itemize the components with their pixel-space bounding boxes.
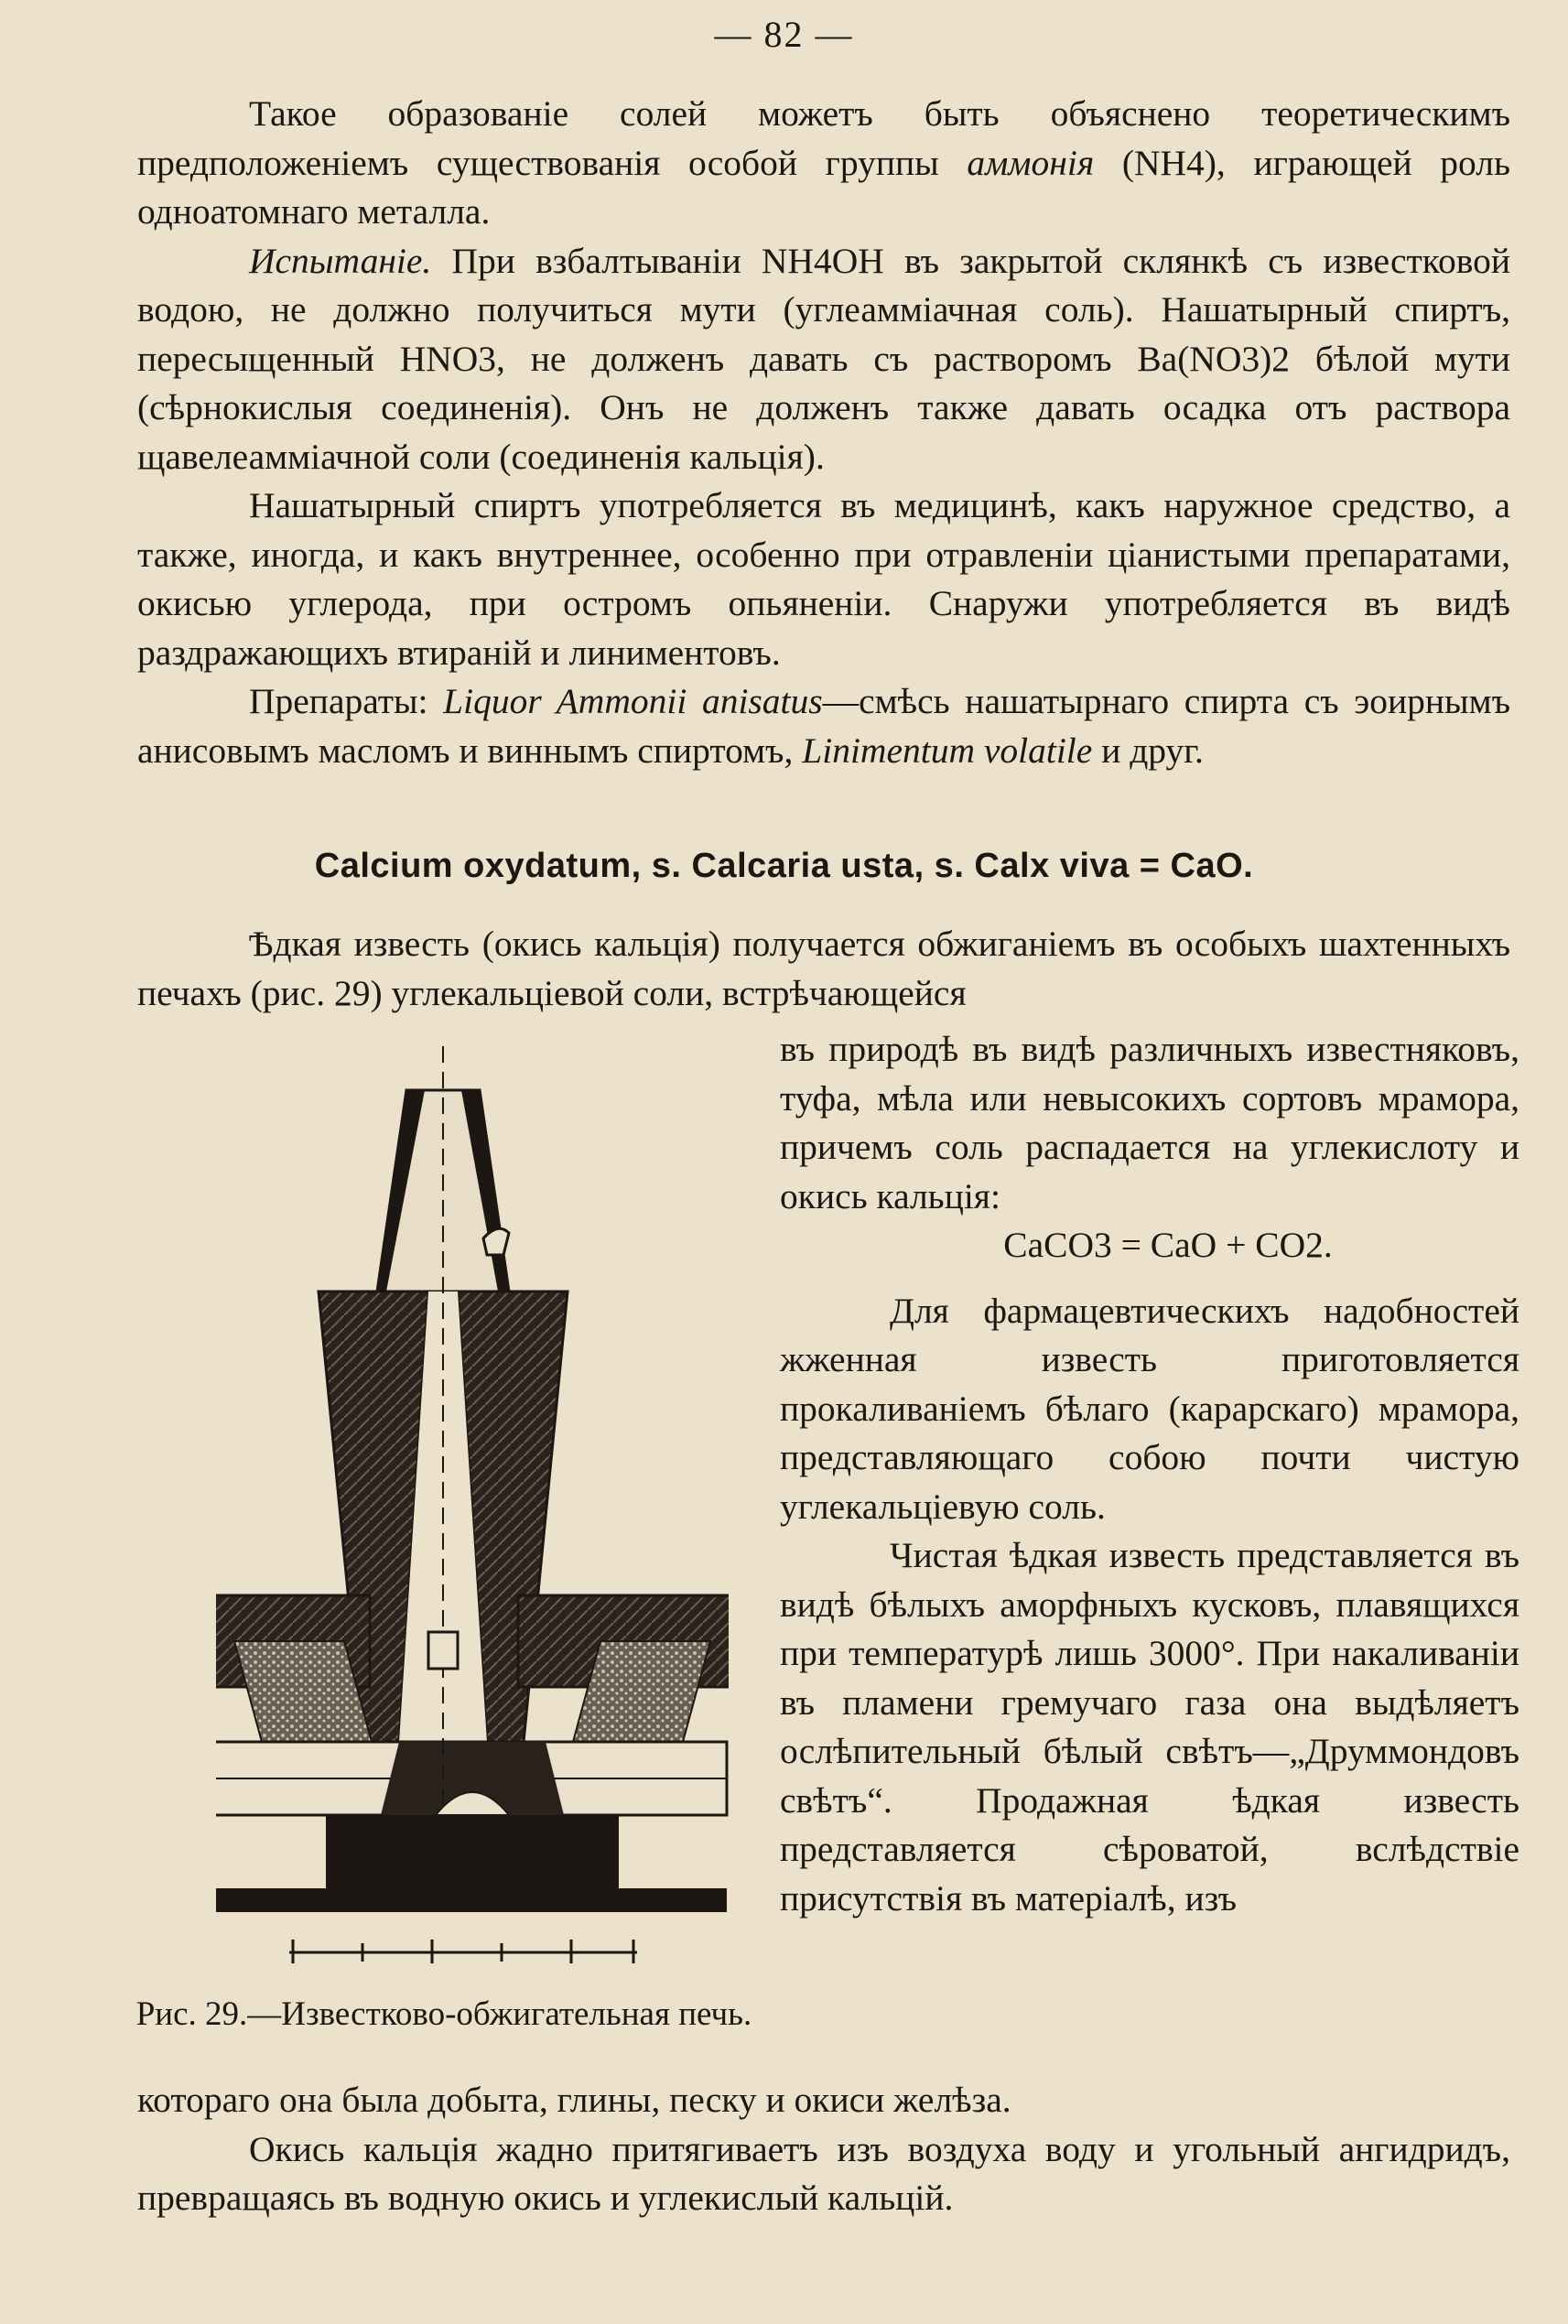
paragraph-pharma: Для фармацевтическихъ надобностей жженная известь приготовляется прокаливаніемъ бѣлаго (карарскаго) мрамора, представляющаго собою почти чистую углекальціевую соль.	[780, 1290, 1519, 1527]
paragraph-ammonium: Такое образованіе солей можетъ быть объяснено теоретическимъ предположеніемъ существованія особой группы аммонія (NH4), играющей роль одноатомнаго металла.	[137, 93, 1511, 232]
kiln-illustration	[216, 1046, 729, 1989]
paragraph-preparations: Препараты: Liquor Ammonii anisatus—смѣсь нашатырнаго спирта съ эоирнымъ анисовымъ масломъ и виннымъ спиртомъ, Linimentum volatile и друг.	[137, 681, 1510, 771]
intro-block	[137, 90, 1510, 775]
page-number: — 82 —	[714, 14, 854, 55]
inspection-door	[428, 1632, 458, 1669]
chemical-formula: CaCO3 = CaO + CO2.	[1003, 1225, 1333, 1265]
paragraph-absorption: Окись кальція жадно притягиваетъ изъ воздуха воду и угольный ангидридъ, превращаясь въ водную окись и углекислый кальцій.	[137, 2128, 1510, 2218]
section-heading: Calcium oxydatum, s. Calcaria usta, s. Calx viva = CaO.	[314, 847, 1254, 885]
paragraph-usage: Нашатырный спиртъ употребляется въ медицинѣ, какъ наружное средство, а также, иногда, и какъ внутреннее, особенно при отравленіи ціанистыми препаратами, окисью углерода, при остромъ опьяненіи. Снаружи употребляется въ видѣ раздражающихъ втираній и линиментовъ.	[137, 485, 1510, 673]
paragraph-test: Испытаніе. При взбалтываніи NH4OH въ закрытой склянкѣ съ известковой водою, не должно получиться мути (углеамміачная соль). Нашатырный спиртъ, пересыщенный HNO3, не долженъ давать съ растворомъ Ba(NO3)2 бѣлой мути (сѣрнокислыя соединенія). Онъ не долженъ также давать осадка отъ раствора щавелеамміачной соли (соединенія кальція).	[137, 240, 1510, 477]
paragraph-limestone: въ природѣ въ видѣ различныхъ известняковъ, туфа, мѣла или невысокихъ сортовъ мрамора, причемъ соль распадается на углекислоту и окись кальція:	[780, 1029, 1519, 1216]
closing-block	[137, 2076, 1510, 2223]
section-lead: Ѣдкая известь (окись кальція) получается обжиганіемъ въ особыхъ шахтенныхъ печахъ (рис. 29) углекальціевой соли, встрѣчающейся	[137, 924, 1510, 1013]
foundation	[326, 1815, 619, 1888]
base-slab	[216, 1888, 727, 1912]
figure-caption: Рис. 29.—Известково-обжигательная печь.	[135, 1995, 752, 2033]
paragraph-continued: котораго она была добыта, глины, песку и окиси желѣза.	[137, 2080, 1011, 2120]
right-column	[780, 1025, 1519, 1923]
paragraph-pure-lime: Чистая ѣдкая известь представляется въ видѣ бѣлыхъ аморфныхъ кусковъ, плавящихся при температурѣ лишь 3000°. При накаливаніи въ пламени гремучаго газа она выдѣляетъ ослѣпительный бѣлый свѣтъ—„Друммондовъ свѣтъ“. Продажная ѣдкая известь представляется сѣроватой, вслѣдствіе присутствія въ матеріалѣ, изъ	[780, 1535, 1519, 1919]
